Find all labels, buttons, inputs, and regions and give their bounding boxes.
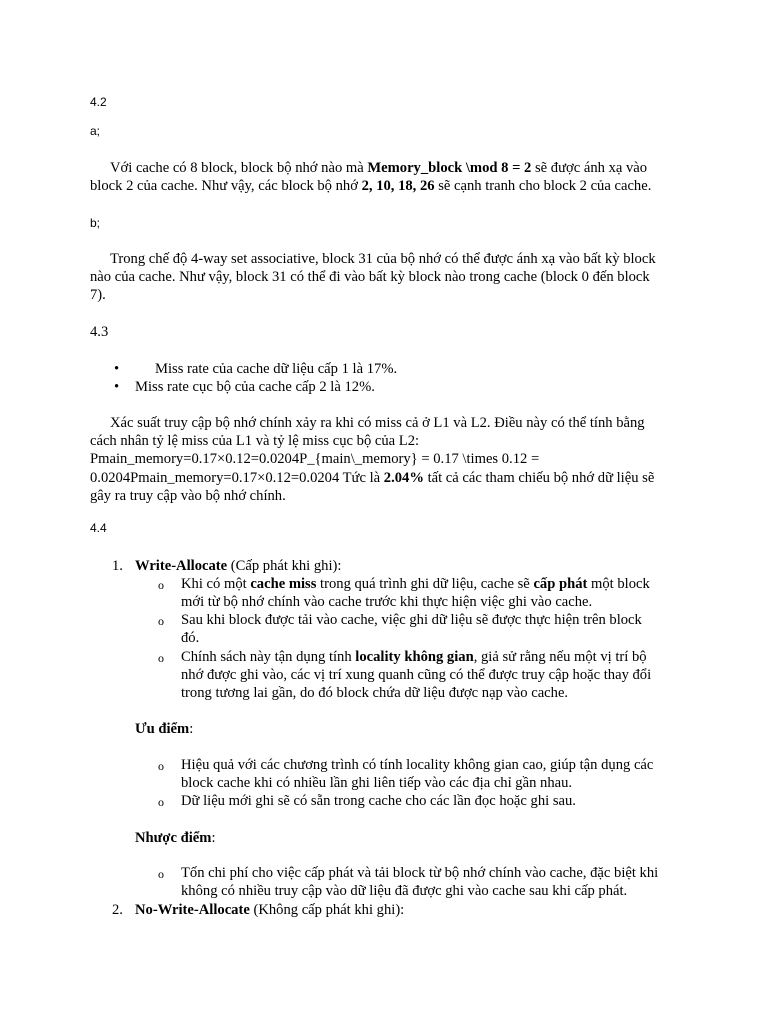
section-4-3-paragraph <box>90 414 680 505</box>
text: Khi có một <box>181 576 251 592</box>
text: : <box>211 830 216 846</box>
bold-text: locality không gian <box>355 649 474 665</box>
sub-item <box>158 575 678 611</box>
line: Xác suất truy cập bộ nhớ chính xảy ra khi có miss cả ở L1 và L2. Điều này có thể tính bằng <box>110 415 645 431</box>
section-heading-4-4: 4.4 <box>90 521 107 535</box>
part-a-label: a; <box>90 124 101 138</box>
no-write-allocate-title <box>135 901 675 919</box>
line <box>181 648 678 666</box>
miss-rate-list <box>90 360 680 396</box>
pros-label <box>135 720 675 738</box>
part-b-paragraph <box>90 250 680 305</box>
line: block cache khi có nhiều lần ghi liên tiếp vào các địa chỉ gần nhau. <box>181 775 573 792</box>
line: nhớ được ghi vào, các vị trí xung quanh cũng có thể được truy cập hoặc thay đổi <box>181 667 652 684</box>
text: (Không cấp phát khi ghi): <box>249 902 405 918</box>
cons-label <box>135 829 675 847</box>
text: : <box>189 721 194 737</box>
text: , giả sử rằng nếu một vị trí bộ <box>473 649 647 665</box>
line: Trong chế độ 4-way set associative, block 31 của bộ nhớ có thể được ánh xạ vào bất kỳ block <box>110 251 656 267</box>
part-b-label: b; <box>90 216 101 230</box>
bullet-marker: o <box>158 614 164 628</box>
line: Sau khi block được tải vào cache, việc ghi dữ liệu sẽ được thực hiện trên block <box>181 612 642 628</box>
bold-text: Memory_block \mod 8 = 2 <box>367 160 532 176</box>
bullet-marker: o <box>158 795 164 809</box>
line: cách nhân tỷ lệ miss của L1 và tỷ lệ miss cục bộ của L2: <box>90 433 420 450</box>
line: Dữ liệu mới ghi sẽ có sẵn trong cache cho các lần đọc hoặc ghi sau. <box>181 793 576 809</box>
bold-text: Ưu điểm <box>135 721 190 737</box>
line: không có nhiều truy cập vào dữ liệu đã được ghi vào cache sau khi cấp phát. <box>181 883 628 900</box>
section-heading-4-2: 4.2 <box>90 95 107 109</box>
line: Pmain_memory=0.17×0.12=0.0204P_{main\_memory} = 0.17 \times 0.12 = <box>90 451 540 468</box>
sub-item <box>158 792 678 810</box>
bullet-marker: o <box>158 578 164 592</box>
text: (Cấp phát khi ghi): <box>227 558 342 574</box>
sub-item <box>158 611 678 647</box>
bold-text: cấp phát <box>533 576 588 592</box>
bullet-marker: o <box>158 651 164 665</box>
bold-text: cache miss <box>250 576 317 592</box>
sub-item <box>158 756 678 792</box>
list-number: 2. <box>112 902 123 918</box>
text: Với cache có 8 block, block bộ nhớ nào mà <box>110 160 368 176</box>
list-item: • Miss rate của cache dữ liệu cấp 1 là 17%. <box>90 360 680 378</box>
line: đó. <box>181 630 200 647</box>
list-number: 1. <box>112 558 123 574</box>
text: trong quá trình ghi dữ liệu, cache sẽ <box>316 576 534 592</box>
text: sẽ cạnh tranh cho block 2 của cache. <box>434 178 652 195</box>
text: sẽ được ánh xạ vào <box>531 160 648 176</box>
text: một block <box>587 576 650 592</box>
write-allocate-title <box>135 557 675 575</box>
sub-item <box>158 864 678 900</box>
line: gây ra truy cập vào bộ nhớ chính. <box>90 487 286 504</box>
bullet-marker: o <box>158 867 164 881</box>
bold-text: 2, 10, 18, 26 <box>361 178 435 195</box>
text: Chính sách này tận dụng tính <box>181 649 356 665</box>
line: Tốn chi phí cho việc cấp phát và tải block từ bộ nhớ chính vào cache, đặc biệt khi <box>181 865 659 881</box>
line: mới từ bộ nhớ chính vào cache trước khi thực hiện việc ghi vào cache. <box>181 594 593 611</box>
text: tất cả các tham chiếu bộ nhớ dữ liệu sẽ <box>423 469 655 486</box>
bullet-marker: o <box>158 759 164 773</box>
line: 7). <box>90 287 106 304</box>
line: Hiệu quả với các chương trình có tính locality không gian cao, giúp tận dụng các <box>181 757 654 773</box>
text: block 2 của cache. Như vậy, các block bộ nhớ <box>90 178 362 195</box>
bold-text: 2.04% <box>383 469 424 486</box>
section-heading-4-3: 4.3 <box>90 324 109 340</box>
bold-text: No-Write-Allocate <box>135 902 250 918</box>
sub-item <box>158 648 678 703</box>
part-a-paragraph <box>90 159 680 195</box>
text: 0.0204Pmain_memory=0.17×0.12=0.0204 Tức là <box>90 469 384 486</box>
bold-text: Write-Allocate <box>135 558 228 574</box>
line <box>181 575 678 593</box>
line: nào của cache. Như vậy, block 31 có thể đi vào bất kỳ block nào trong cache (block 0 đến block <box>90 269 650 286</box>
bold-text: Nhược điểm <box>135 830 212 846</box>
list-item: • Miss rate cục bộ của cache cấp 2 là 12%. <box>90 378 680 396</box>
line <box>90 469 680 487</box>
line: trong tương lai gần, do đó block chứa dữ liệu được nạp vào cache. <box>181 685 569 702</box>
